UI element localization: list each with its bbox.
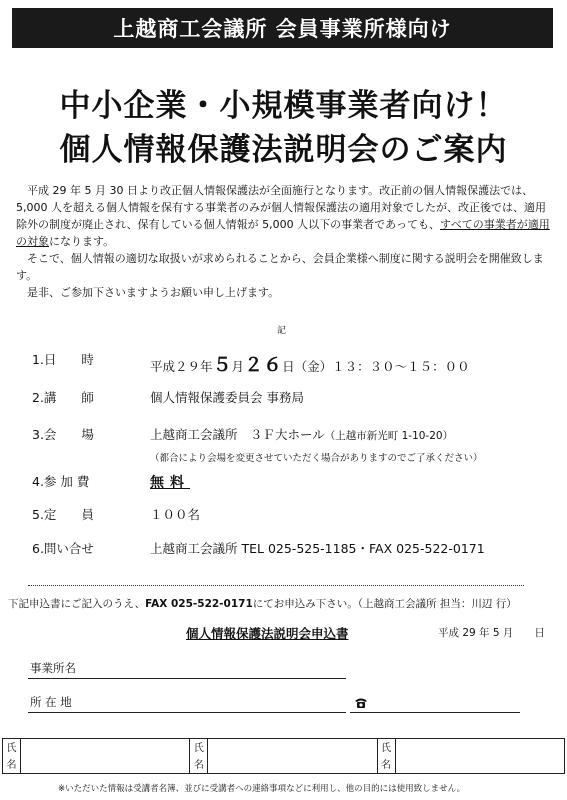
venue-note: （都合により会場を変更させていただく場合がありますのでご了承ください） <box>150 453 483 464</box>
headline-title: 個人情報保護法説明会のご案内 <box>59 132 508 168</box>
ki-marker: 記 <box>277 326 287 336</box>
underlined-emphasis: すべての事業者が適用の対象 <box>16 218 550 248</box>
venue-label: 3.会 場 <box>32 427 94 442</box>
date-label: 1.日 時 <box>32 352 94 367</box>
intro-paragraph-2: そこで、個人情報の適切な取扱いが求められることから、会員企業様へ制度に関する説明会を開催致します。 <box>16 252 544 282</box>
top-banner: 上越商工会議所 会員事業所様向け <box>12 8 553 48</box>
address-field[interactable] <box>28 712 346 713</box>
attendee-name-label: 氏名 <box>190 739 208 773</box>
phone-field[interactable] <box>350 712 520 713</box>
intro-text <box>16 182 552 301</box>
date-value: 平成２９年５月２６日（金）１３：３０〜１５：００ <box>150 354 470 376</box>
attendee-name-cell-1 <box>3 739 190 773</box>
address-label: 所 在 地 <box>30 695 72 709</box>
fee-value: 無料 <box>150 475 190 491</box>
cut-line <box>28 585 524 586</box>
attendee-name-input[interactable] <box>396 739 564 773</box>
fee-label: 4.参 加 費 <box>32 474 90 489</box>
company-name-field[interactable] <box>28 678 346 679</box>
privacy-footnote: ※いただいた情報は受講者名簿、並びに受講者への連絡事項などに利用し、他の目的には使用致しません。 <box>58 784 466 794</box>
intro-paragraph-1: 平成 29 年 5 月 30 日より改正個人情報保護法が全面施行となります。改正前の個人情報保護法では、5,000 人を超える個人情報を保有する事業者のみが個人情報保護法の適用対象でしたが、改正後では、適用除外の制度が廃止され、保有している個人情報が 5,000 人以下の事業者であっても、すべての事業者が適用の対象になります。 <box>16 184 550 248</box>
contact-label: 6.問い合せ <box>32 541 94 556</box>
application-instructions: 下記申込書にご記入のうえ、FAX 025-522-0171にてお申込み下さい。（上越商工会議所 担当：川辺 行） <box>8 598 517 610</box>
attendee-name-label: 氏名 <box>3 739 21 773</box>
attendee-name-input[interactable] <box>21 739 189 773</box>
lecturer-label: 2.講 師 <box>32 390 94 405</box>
attendee-name-table <box>2 738 565 774</box>
capacity-label: 5.定 員 <box>32 507 94 522</box>
attendee-name-input[interactable] <box>208 739 376 773</box>
phone-icon <box>354 697 368 709</box>
headline-target: 中小企業・小規模事業者向け！ <box>59 88 508 124</box>
contact-value: 上越商工会議所 TEL 025-525-1185・FAX 025-522-0171 <box>150 541 485 556</box>
attendee-name-label: 氏名 <box>378 739 396 773</box>
capacity-value: １００名 <box>150 507 201 522</box>
company-name-label: 事業所名 <box>30 661 76 675</box>
venue-value: 上越商工会議所 ３Ｆ大ホール（上越市新光町 1-10-20） <box>150 427 454 442</box>
form-date: 平成 29 年 5 月 日 <box>438 627 545 639</box>
attendee-name-cell-3 <box>378 739 564 773</box>
form-title: 個人情報保護法説明会申込書 <box>186 626 349 641</box>
lecturer-value: 個人情報保護委員会 事務局 <box>150 390 304 405</box>
intro-paragraph-3: 是非、ご参加下さいますようお願い申し上げます。 <box>27 286 280 299</box>
attendee-name-cell-2 <box>190 739 377 773</box>
